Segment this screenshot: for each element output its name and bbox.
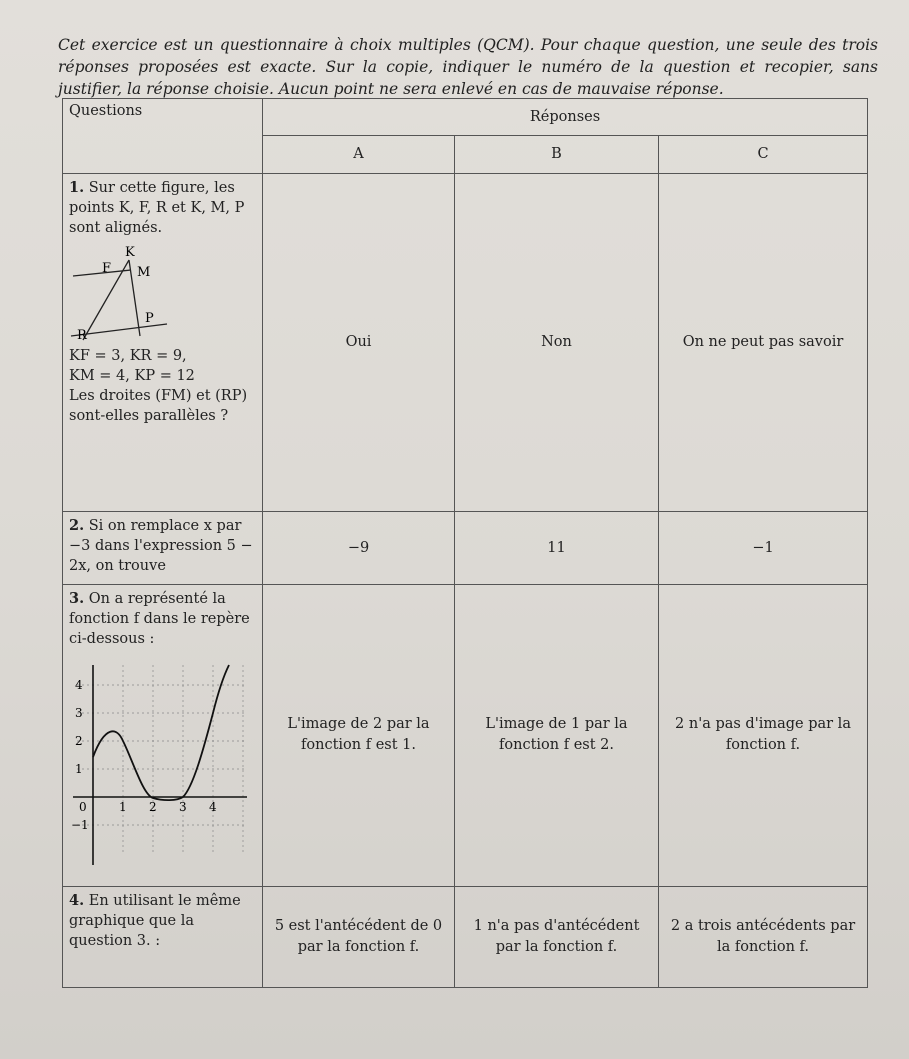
question-2-cell — [63, 512, 263, 585]
question-1-text: Sur cette figure, les points K, F, R et K, M, P sont alignés. — [69, 179, 245, 236]
x-tick-3: 3 — [179, 799, 187, 814]
triangle-figure — [69, 244, 169, 344]
x-tick-1: 1 — [119, 799, 127, 814]
y-tick-3: 3 — [75, 705, 83, 720]
q3-answer-b: L'image de 1 par la fonction f est 2. — [455, 584, 659, 886]
header-col-b: B — [455, 136, 659, 173]
q2-answer-c: −1 — [659, 512, 868, 585]
question-1-data-1: KF = 3, KR = 9, — [69, 347, 187, 364]
q4-answer-c: 2 a trois antécédents par la fonction f. — [659, 887, 868, 988]
question-1-number: 1. — [69, 178, 85, 196]
q4-answer-a: 5 est l'antécédent de 0 par la fonction f. — [263, 887, 455, 988]
y-tick-2: 2 — [75, 733, 83, 748]
q1-answer-a: Oui — [263, 173, 455, 512]
q1-answer-b: Non — [455, 173, 659, 512]
q2-answer-a: −9 — [263, 512, 455, 585]
label-k: K — [125, 244, 135, 260]
x-tick-4: 4 — [209, 799, 217, 814]
qcm-table — [62, 98, 868, 988]
q3-answer-a: L'image de 2 par la fonction f est 1. — [263, 584, 455, 886]
x-tick-2: 2 — [149, 799, 157, 814]
function-graph — [69, 655, 249, 870]
question-4-number: 4. — [69, 892, 85, 910]
question-row-3 — [63, 584, 868, 886]
origin-label: 0 — [79, 799, 87, 814]
question-4-text: En utilisant le même graphique que la question 3. : — [69, 893, 241, 950]
question-row-1 — [63, 173, 868, 512]
label-f: F — [102, 260, 112, 276]
question-2-text: Si on remplace x par −3 dans l'expression 5 − 2x, on trouve — [69, 518, 253, 575]
question-1-prompt: Les droites (FM) et (RP) sont-elles parallèles ? — [69, 387, 248, 424]
header-col-c: C — [659, 136, 868, 173]
label-r: R — [77, 327, 87, 343]
question-2-number: 2. — [69, 517, 85, 535]
question-3-text: On a représenté la fonction f dans le repère ci-dessous : — [69, 590, 250, 647]
table-header-row — [63, 99, 868, 136]
header-answers: Réponses — [263, 99, 868, 136]
question-3-cell — [63, 584, 263, 886]
header-questions: Questions — [63, 99, 263, 174]
question-row-2 — [63, 512, 868, 585]
q1-answer-c: On ne peut pas savoir — [659, 173, 868, 512]
header-col-a: A — [263, 136, 455, 173]
q3-answer-c: 2 n'a pas d'image par la fonction f. — [659, 584, 868, 886]
y-tick-4: 4 — [75, 677, 83, 692]
question-1-cell — [63, 173, 263, 512]
question-row-4 — [63, 887, 868, 988]
question-3-number: 3. — [69, 589, 85, 607]
y-tick-1: 1 — [75, 761, 83, 776]
exercise-instructions: Cet exercice est un questionnaire à choix multiples (QCM). Pour chaque question, une seule des trois réponses proposées est exacte. Sur la copie, indiquer le numéro de la question et recopier, sans justifier, la réponse choisie. Aucun point ne sera enlevé en cas de mauvaise réponse. — [58, 35, 878, 98]
q4-answer-b: 1 n'a pas d'antécédent par la fonction f. — [455, 887, 659, 988]
y-tick-minus-1: −1 — [71, 817, 89, 832]
question-1-data-2: KM = 4, KP = 12 — [69, 367, 195, 384]
question-4-cell — [63, 887, 263, 988]
label-p: P — [145, 310, 154, 326]
label-m: M — [137, 264, 151, 280]
q2-answer-b: 11 — [455, 512, 659, 585]
